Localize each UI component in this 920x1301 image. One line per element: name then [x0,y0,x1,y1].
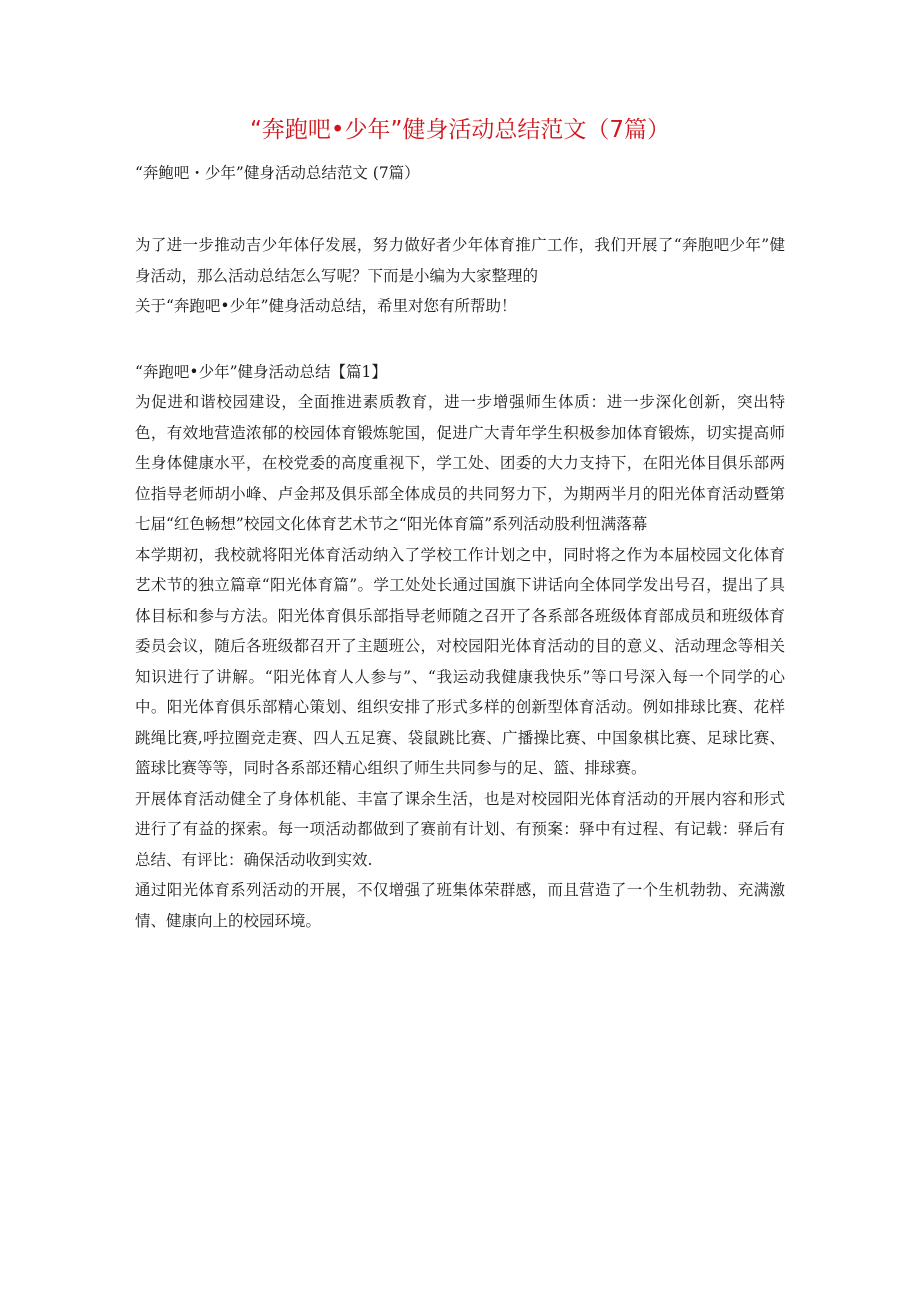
body-paragraph: 通过阳光体育系列活动的开展，不仅增强了班集体荣群感，而且营造了一个生机勃勃、充满激情、健康向上的校园环境。 [135,881,785,930]
body-paragraph: 开展体育活动健全了身体机能、丰富了课余生活，也是对校园阳光体育活动的开展内容和形式进行了有益的探索。每一项活动都做到了赛前有计划、有预案：驿中有过程、有记载：驿后有总结、有评比：确保活动收到实效. [135,789,785,869]
document-subtitle: “奔鲍吧・少年”健身活动总结范文 (7篇） [135,164,420,182]
intro-paragraph: 关于“奔跑吧•少年”健身活动总结，希里对您有所帮助！ [135,297,517,315]
body-paragraph: 为促进和谐校园建设，全面推进素质教育，进一步增强师生体质：进一步深化创新，突出特色，有效地营造浓郁的校园体育锻炼鸵国，促进广大青年学生积极参加体育锻炼，切实提高师生身体健康水平，在校党委的高度重视下，学工处、团委的大力支持下，在阳光体目俱乐部两位指导老师胡小峰、卢金邦及俱乐部全体成员的共同努力下，为期两半月的阳光体育活动暨第七届“红色畅想”校园文化体育艺术节之“阳光体育篇”系列活动股利忸满落幕 [135,393,785,533]
document-title: “奔跑吧•少年”健身活动总结范文（7篇） [249,117,671,143]
body-paragraph: 本学期初，我校就将阳光体育活动纳入了学校工作计划之中，同时将之作为本届校园文化体育艺术节的独立篇章“阳光体育篇”。学工处处长通过国旗下讲话向全体同学发出号召，提出了具体目标和参与方法。阳光体育俱乐部指导老师随之召开了各系部各班级体育部成员和班级体育委员会议，随后各班级都召开了主题班公，对校园阳光体育活动的目的意义、活动理念等相关知识进行了讲解。“阳光体育人人参与”、“我运动我健康我快乐”等口号深入每一个同学的心中。阳光体育俱乐部精心策划、组织安排了形式多样的创新型体育活动。例如排球比赛、花样跳绳比赛,呼拉圈竞走赛、四人五足赛、袋鼠跳比赛、广播操比赛、中国象棋比赛、足球比赛、篮球比赛等等，同时各系部还精心组织了师生共同参与的足、篮、排球赛。 [135,545,785,777]
section-heading: “奔跑吧•少年”健身活动总结【篇1】 [135,362,387,381]
intro-paragraph: 为了进一步推动吉少年体仔发展，努力做好者少年体育推广工作，我们开展了“奔胞吧少年”健身活动，那么活动总结怎么写呢？下而是小编为大家整理的 [135,236,785,285]
document-body [135,230,785,936]
